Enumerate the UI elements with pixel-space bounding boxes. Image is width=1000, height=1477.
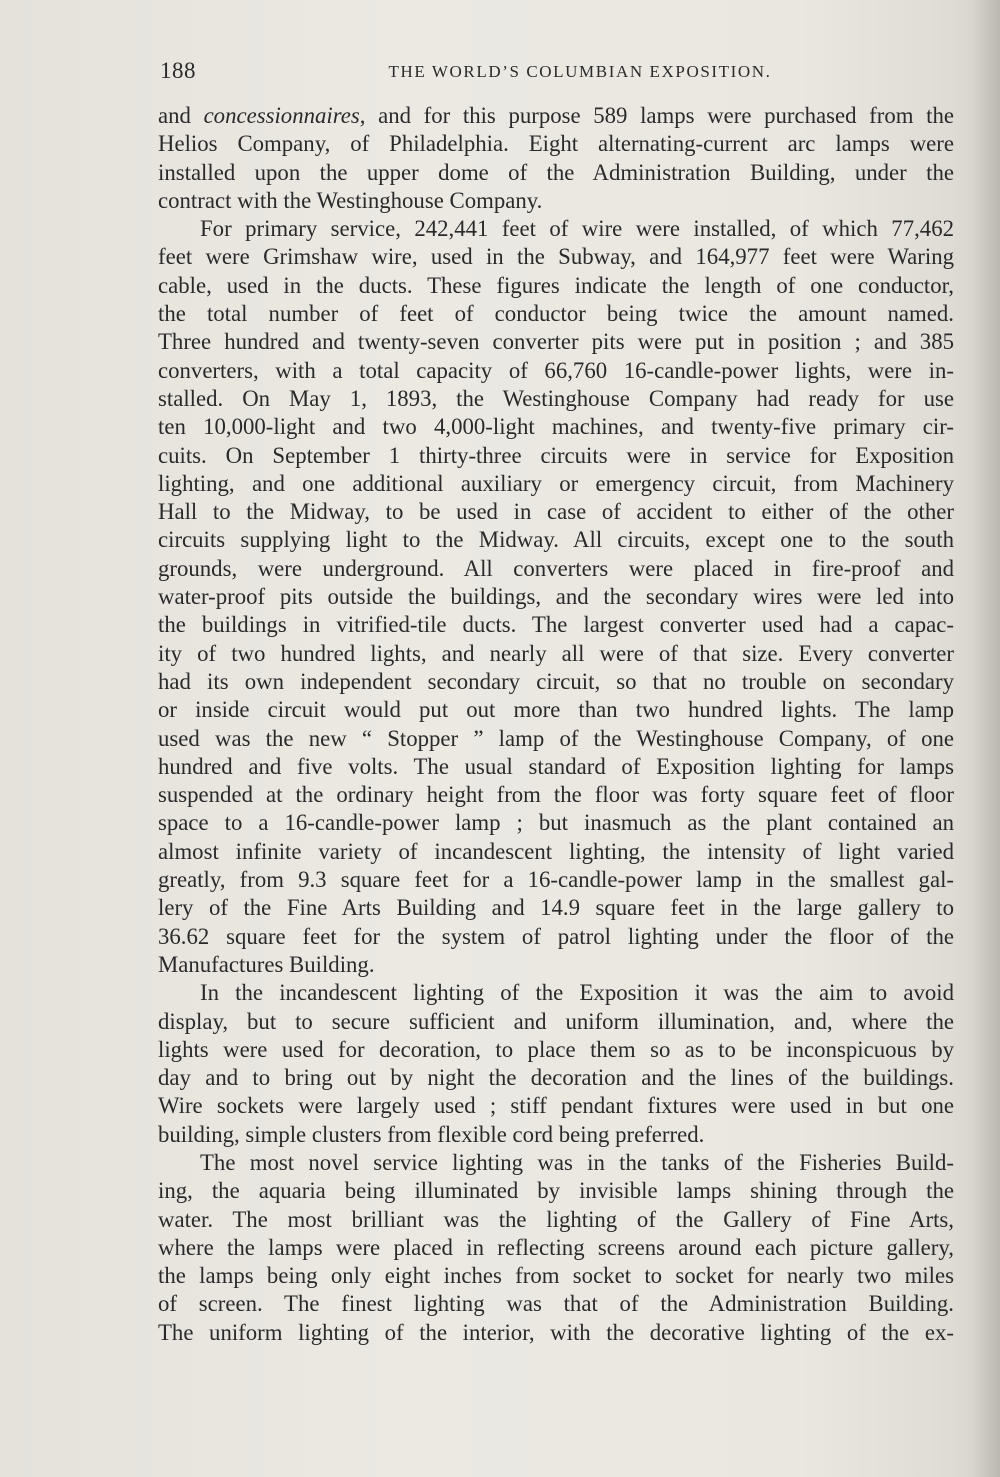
text-line: where the lamps were placed in reflecting screens around each picture gallery, xyxy=(158,1234,954,1260)
text-line: building, simple clusters from flexible cord being preferred. xyxy=(158,1121,705,1147)
text-line: cable, used in the ducts. These figures indicate the length of one conductor, xyxy=(158,272,954,298)
text-fragment: , and for this purpose 589 lamps were purchased from the xyxy=(359,103,954,128)
text-line: grounds, were underground. All converters were placed in fire-proof and xyxy=(158,555,954,581)
text-line: the lamps being only eight inches from socket to socket for nearly two miles xyxy=(158,1263,954,1289)
text-line: space to a 16-candle-power lamp ; but inasmuch as the plant contained an xyxy=(158,810,954,836)
text-line: contract with the Westinghouse Company. xyxy=(158,187,543,213)
text-line: used was the new “ Stopper ” lamp of the Westinghouse Company, of one xyxy=(158,725,954,751)
text-line: day and to bring out by night the decoration and the lines of the buildings. xyxy=(158,1065,954,1091)
text-line: converters, with a total capacity of 66,760 16-candle-power lights, were in- xyxy=(158,357,954,383)
text-line: Helios Company, of Philadelphia. Eight alternating-current arc lamps were xyxy=(158,131,954,157)
text-line: Manufactures Building. xyxy=(158,951,375,977)
running-head: THE WORLD’S COLUMBIAN EXPOSITION. xyxy=(388,62,772,81)
paragraph-4 xyxy=(158,1149,954,1347)
text-line: The most novel service lighting was in the tanks of the Fisheries Build- xyxy=(200,1149,954,1175)
text-line: display, but to secure sufficient and uniform illumination, and, where the xyxy=(158,1008,954,1034)
text-line: For primary service, 242,441 feet of wire were installed, of which 77,462 xyxy=(200,216,954,242)
text-line: Wire sockets were largely used ; stiff pendant fixtures were used in but one xyxy=(158,1093,954,1119)
body-text xyxy=(158,102,954,1452)
text-line xyxy=(158,102,954,130)
text-line: ity of two hundred lights, and nearly all were of that size. Every converter xyxy=(158,640,954,666)
text-line: the total number of feet of conductor being twice the amount named. xyxy=(158,301,954,327)
page-edge-shadow xyxy=(972,0,1000,1477)
text-line: lighting, and one additional auxiliary or emergency circuit, from Machinery xyxy=(158,470,954,496)
paragraph-1 xyxy=(158,102,954,215)
text-line: feet were Grimshaw wire, used in the Subway, and 164,977 feet were Waring xyxy=(158,244,954,270)
text-line: lights were used for decoration, to place them so as to be inconspicuous by xyxy=(158,1036,954,1062)
text-line: suspended at the ordinary height from the floor was forty square feet of floor xyxy=(158,782,954,808)
paragraph-3 xyxy=(158,979,954,1149)
text-line: stalled. On May 1, 1893, the Westinghouse Company had ready for use xyxy=(158,385,954,411)
page-header xyxy=(160,58,960,90)
text-line: or inside circuit would put out more than two hundred lights. The lamp xyxy=(158,697,954,723)
text-line: water. The most brilliant was the lighting of the Gallery of Fine Arts, xyxy=(158,1206,954,1232)
text-line: water-proof pits outside the buildings, and the secondary wires were led into xyxy=(158,584,954,610)
text-line: the buildings in vitrified-tile ducts. The largest converter used had a capac- xyxy=(158,612,954,638)
text-line: Hall to the Midway, to be used in case of accident to either of the other xyxy=(158,499,954,525)
text-line: ten 10,000-light and two 4,000-light machines, and twenty-five primary cir- xyxy=(158,414,954,440)
paragraph-2 xyxy=(158,215,954,979)
text-line: hundred and five volts. The usual standard of Exposition lighting for lamps xyxy=(158,753,954,779)
text-line: of screen. The finest lighting was that of the Administration Building. xyxy=(158,1291,954,1317)
text-line: lery of the Fine Arts Building and 14.9 square feet in the large gallery to xyxy=(158,895,954,921)
text-line: The uniform lighting of the interior, with the decorative lighting of the ex- xyxy=(158,1319,954,1345)
italic-term: concessionnaires xyxy=(203,103,360,128)
text-line: cuits. On September 1 thirty-three circuits were in service for Exposition xyxy=(158,442,954,468)
text-line: circuits supplying light to the Midway. All circuits, except one to the south xyxy=(158,527,954,553)
text-line: In the incandescent lighting of the Exposition it was the aim to avoid xyxy=(200,980,954,1006)
text-line: installed upon the upper dome of the Administration Building, under the xyxy=(158,159,954,185)
text-line: had its own independent secondary circuit, so that no trouble on secondary xyxy=(158,668,954,694)
text-line: Three hundred and twenty-seven converter pits were put in position ; and 385 xyxy=(158,329,954,355)
text-line: almost infinite variety of incandescent lighting, the intensity of light varied xyxy=(158,838,954,864)
text-line: ing, the aquaria being illuminated by invisible lamps shining through the xyxy=(158,1178,954,1204)
text-line: 36.62 square feet for the system of patrol lighting under the floor of the xyxy=(158,923,954,949)
text-line: greatly, from 9.3 square feet for a 16-candle-power lamp in the smallest gal- xyxy=(158,867,954,893)
text-fragment: and xyxy=(158,103,204,128)
page-number: 188 xyxy=(160,58,196,83)
